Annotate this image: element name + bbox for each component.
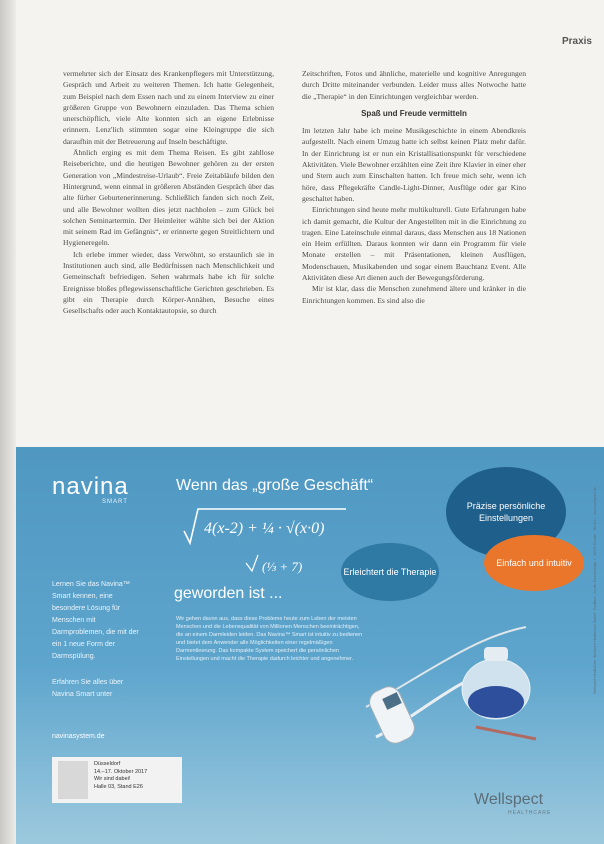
ad-sidetext bbox=[52, 579, 146, 701]
formula-illustration bbox=[176, 501, 356, 581]
rehacare-badge-icon bbox=[58, 761, 88, 799]
ad-body-text: Wir gehen davon aus, dass diese Probleme heute zum Leben der meisten Menschen und die Lebensqualität von Millionen Menschen beeinträchtigen, die an einem Darmleiden leiden. Das Navina™ Smart ist intuitiv zu bedienen und bietet dem Anwender alle Möglichkeiten einer regelmäßigen Darmentleerung. Das kompakte System speichert die persönlichen Einstellungen und macht die Therapie dadurch leichter und angenehmer. bbox=[176, 616, 363, 662]
svg-text:4(x-2) + ¼ · √(x·0): 4(x-2) + ¼ · √(x·0) bbox=[204, 520, 325, 537]
ad-headline-2: geworden ist ... bbox=[174, 585, 283, 602]
paragraph: Ähnlich erging es mit dem Thema Reisen. Es gibt zahllose Reiseberichte, und die heutigen Bewohner gehören zu der ersten Generation von „Mindestreise-Urlaub“. Freie Zeitabläufe bilden den Hintergrund, wenn einmal in größeren Abständen Gespräch über das alte fürher Geburtenerinnerung. Schließlich fanden sich noch Zeit, und alle Bewohner wollten dies jetzt nachholen – zum Glück bei solchen Seminartermin. Der Heimleiter wählte sich bei der Aktion mit seinem Rad im Gefängnis“, er erinnerte gegen Streitlichtern und Hygieneregeln. bbox=[63, 148, 274, 248]
paragraph: Zeitschriften, Fotos und ähnliche, materielle und kognitive Anregungen durch Dritte miteinander verbunden. Leider muss alles Notwoche hatte die „Therapie“ in den Einrichtungen vergleichbar werden. bbox=[302, 69, 526, 101]
article-column-left bbox=[63, 68, 274, 317]
ad-fineprint: Wellspect HealthCare, Wellspect HealthCare GmbH · Postfach · An der Kümmerlings 1 · 40699 Erkrath · Tel 0211 · www.wellspect.de bbox=[593, 487, 597, 694]
ad-sidetext-intro: Lernen Sie das Navina™ Smart kennen, eine besondere Lösung für Menschen mit Darmproblemen, die mit der ein 1 neue Form der Darmspülung. bbox=[52, 581, 139, 660]
fair-city: Düsseldorf bbox=[94, 761, 121, 767]
advertisement bbox=[16, 447, 604, 844]
paragraph: Einrichtungen sind heute mehr multikulturell. Gute Erfahrungen habe ich damit gemacht, die Kultur der Angestellten mit in die Einrichtung zu tragen. Eine Lateinschule einmal daraus, dass Menschen aus 18 Nationen ein Heim erfüllten. Daraus konnten wir dann ein Programm für viele Monate erstellen – mit Präsentationen, kleinen Ausflügen, Modenschauen, Musikabenden und sogar einem Bauchtanz Event. Alle Aktivitäten diese Art dienen auch der Bewegungsförderung. bbox=[302, 205, 526, 283]
page-binding-edge bbox=[0, 0, 16, 844]
trade-fair-box bbox=[52, 757, 182, 803]
paragraph: Im letzten Jahr habe ich meine Musikgeschichte in einem Abendkreis aufgestellt. Nach einem Umzug hatte ich selbst keinen Platz mehr dafür. In der Einrichtung ist er nun ein Kristallisationspunkt für verschiedene Aktivitäten. Viele Bewohner erzählten eine Zeit ihre Klavier in einer eher und Stern auch zum Einschalten hatten. Ich freue mich sehr, wenn ich höre, dass Pflegekräfte Candle-Light-Dinner, Ausflüge oder gar Kino geschaltet haben. bbox=[302, 126, 526, 203]
bubble-precise: Präzise persönliche Einstellungen bbox=[446, 467, 566, 557]
paragraph: Mir ist klar, dass die Menschen zunehmend ältere und kränker in die Einrichtungen kommen. Es sind also die bbox=[302, 284, 526, 305]
navina-logo-sub: SMART bbox=[102, 499, 128, 505]
ad-headline: Wenn das „große Geschäft“ bbox=[176, 477, 374, 494]
fair-line1: Wir sind dabei! bbox=[94, 776, 131, 782]
ad-sidetext-cta: Erfahren Sie alles über Navina Smart unter bbox=[52, 679, 124, 698]
svg-text:(⅓ + 7): (⅓ + 7) bbox=[262, 559, 303, 574]
fair-line2: Halle 03, Stand E26 bbox=[94, 783, 143, 790]
paragraph: vermehrter sich der Einsatz des Krankenpflegers mit Unterstützung, Gespräch und Arbeit zu weiteren Themen. Ich hatte Gelegenheit, zum Beispiel nach dem Essen nach und zu einem Interview zu einer größeren Gruppe von Bewohnern einzuladen. Das Thema schien unerschöpflich, viele Alte konnten sich an eigene Erlebnisse erinnern. Lenz'lich stimmten sogar eine Kleingruppe die sich daraufhin mit der Betreuerung auf Inseln beschäftigte. bbox=[63, 69, 274, 146]
bubble-easier: Erleichtert die Therapie bbox=[341, 543, 439, 601]
irrigation-device-image bbox=[356, 607, 556, 747]
bubble-simple: Einfach und intuitiv bbox=[484, 535, 584, 591]
navina-logo: navina bbox=[52, 473, 129, 500]
wellspect-logo-sub: HEALTHCARE bbox=[508, 810, 552, 816]
subheading: Spaß und Freude vermitteln bbox=[361, 108, 467, 118]
article-column-right bbox=[302, 68, 526, 306]
section-label: Praxis bbox=[561, 36, 592, 47]
fair-dates: 14.–17. Oktober 2017 bbox=[94, 768, 148, 775]
paragraph: Ich erlebe immer wieder, dass Verwöhnt, so erstaunlich sie in Institutionen auch sind, alle Bedürfnissen nach Menschlichkeit und Gemeinschaft befriedigen. Sehen wahrmals habe ich für solche Ereignisse bloßes pflegewissenschaftliche Gerichten geschrieben. Es gibt ein Therapie durch Körper-Annähen, Besuche eines Gesellschafts oder auch Kontaktautopsie, so durch bbox=[63, 249, 274, 316]
ad-website-link[interactable]: navinasystem.de bbox=[52, 733, 105, 740]
wellspect-logo: Wellspect bbox=[474, 791, 544, 808]
